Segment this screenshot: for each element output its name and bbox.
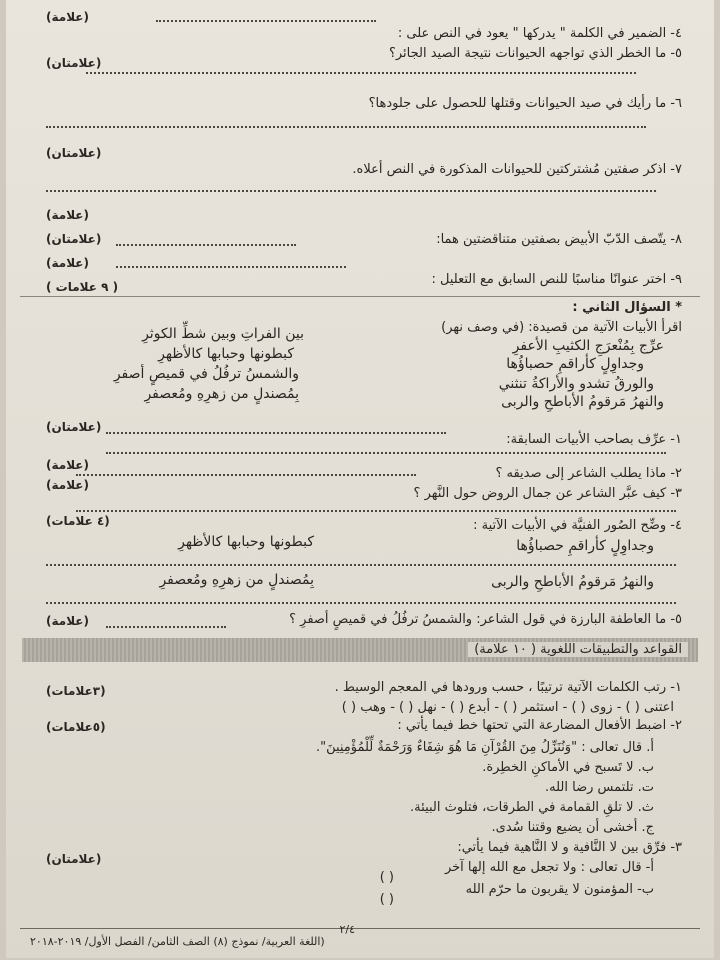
answer-line: [156, 20, 376, 22]
section-2-question-1-mark: (علامتان): [46, 420, 102, 434]
question-9: ٩- اختر عنوانًا مناسبًا للنص السابق مع التعليل :: [431, 272, 682, 287]
question-4-mark: (علامة): [46, 10, 89, 24]
verse-q4-left-1: كبطونها وحبابها كالأظهرِ: [178, 534, 314, 550]
grammar-banner: [22, 638, 698, 662]
answer-line: [86, 72, 636, 74]
exam-page: [6, 0, 714, 958]
section-2-question-5-mark: (علامة): [46, 614, 89, 628]
footer-info: (اللغة العربية/ نموذج (٨) الصف الثامن/ الفصل الأول/ ٢٠١٩-٢٠١٨: [30, 935, 325, 948]
section-2-intro: اقرأ الأبيات الآتية من قصيدة: (في وصف نهر): [441, 320, 682, 335]
grammar-question-2-b: ب. لا تَسبح في الأماكنِ الخطِرة.: [482, 760, 654, 775]
answer-line: [76, 474, 416, 476]
verse-q4-left-2: بِمُصندلٍ من زهرِهِ ومُعصفرِ: [159, 572, 314, 588]
question-9-mark: ( ٩ علامات ): [46, 280, 119, 294]
answer-line: [116, 244, 296, 246]
grammar-question-2-e: ج. أخشى أن يضيع وقتنا سُدى.: [491, 820, 654, 835]
verse-right-1: عرِّج بِمُنْعرَجِ الكثيبِ الأعفرِ: [512, 338, 664, 354]
grammar-question-1: ١- رتب الكلمات الآتية ترتيبًا ، حسب ورودها في المعجم الوسيط .: [334, 680, 682, 695]
question-5: ٥- ما الخطر الذي تواجهه الحيوانات نتيجة الصيد الجائر؟: [388, 46, 682, 61]
section-2-question-1: ١- عرِّف بصاحب الأبيات السابقة:: [506, 432, 682, 447]
answer-paren: ( ): [379, 870, 394, 885]
verse-left-2: كبطونها وحبابها كالأظهرِ: [158, 346, 294, 362]
question-8: ٨- يتّصف الدّبّ الأبيض بصفتين متناقضتين هما:: [436, 232, 682, 247]
grammar-question-2-mark: (٥علامات): [46, 720, 106, 734]
verse-right-3: والورقُ تشدو والأراكةُ تنثني: [498, 376, 654, 392]
grammar-question-2-c: ت. تلتمس رضا الله.: [545, 780, 654, 795]
grammar-question-2: ٢- اضبط الأفعال المضارعة التي تحتها خط فيما يأتي :: [397, 718, 682, 733]
question-4: ٤- الضمير في الكلمة " يدركها " يعود في النص على :: [397, 26, 682, 41]
grammar-question-3: ٣- فرِّق بين لا النَّافية و لا النَّاهية فيما يأتي:: [457, 840, 682, 855]
page-number: ٢/٤: [339, 923, 355, 936]
grammar-question-3-mark: (علامتان): [46, 852, 102, 866]
grammar-question-1-words: اعتنى ( ) - زوى ( ) - استثمر ( ) - أبدع ( ) - نهل ( ) - وهب ( ): [341, 700, 674, 715]
section-2-question-5: ٥- ما العاطفة البارزة في قول الشاعر: والشمسُ ترفُلُ في قميصٍ أصفرِ ؟: [289, 612, 682, 627]
verse-right-2: وجداوِلٍ كأراقمِ حصباؤُها: [506, 356, 644, 372]
answer-line: [106, 452, 666, 454]
grammar-question-3-a: أ- قال تعالى : ولا تجعل مع الله إلها آخر: [444, 860, 654, 875]
answer-paren: ( ): [379, 892, 394, 907]
answer-line: [46, 190, 656, 192]
page-footer: [20, 923, 700, 953]
answer-line: [46, 602, 676, 604]
answer-line: [76, 510, 676, 512]
question-8-mark: (علامة): [46, 256, 89, 270]
question-6: ٦- ما رأيك في صيد الحيوانات وقتلها للحصول على جلودها؟: [368, 96, 682, 111]
grammar-question-2-a: أ. قال تعالى : "وَنُنَزِّلُ مِنَ القُرْآنِ مَا هُوَ شِفَاءٌ وَرَحْمَةٌ لِّلْمُؤْمِنِينَ".: [315, 740, 654, 755]
question-5-mark: (علامتان): [46, 56, 102, 70]
section-2-question-4-mark: (٤ علامات): [46, 514, 110, 528]
section-2-question-2: ٢- ماذا يطلب الشاعر إلى صديقه ؟: [495, 466, 682, 481]
answer-line: [116, 266, 346, 268]
section-2-title: * السؤال الثاني :: [572, 300, 682, 315]
answer-line: [46, 126, 646, 128]
section-divider: [20, 296, 700, 297]
answer-line: [106, 432, 446, 434]
verse-right-4: والنهرُ مَرقومُ الأباطحِ والربى: [501, 394, 664, 410]
question-7: ٧- اذكر صفتين مُشتركتين للحيوانات المذكورة في النص أعلاه.: [352, 162, 682, 177]
grammar-question-1-mark: (٣علامات): [46, 684, 106, 698]
question-8-mark: (علامتان): [46, 232, 102, 246]
verse-left-1: بين الفراتِ وبين شطِّ الكوثرِ: [142, 326, 304, 342]
verse-left-4: بِمُصندلٍ من زهرِهِ ومُعصفرِ: [144, 386, 299, 402]
section-2-question-3: ٣- كيف عبَّر الشاعر عن جمال الروض حول النَّهر ؟: [413, 486, 682, 501]
section-2-question-4: ٤- وضِّح الصُور الفنيَّة في الأبيات الآتية :: [473, 518, 682, 533]
section-2-question-3-mark: (علامة): [46, 478, 89, 492]
question-6-mark: (علامتان): [46, 146, 102, 160]
grammar-question-3-b: ب- المؤمنون لا يقربون ما حرّم الله: [465, 882, 654, 897]
grammar-question-2-d: ث. لا تلقِ القمامة في الطرقات، فتلوث البيئة.: [410, 800, 654, 815]
verse-q4-right-1: وجداوِلٍ كأراقمِ حصباؤُها: [516, 538, 654, 554]
answer-line: [46, 564, 676, 566]
answer-line: [106, 626, 226, 628]
verse-left-3: والشمسُ ترفُلُ في قميصٍ أصفرِ: [113, 366, 299, 382]
question-7-mark: (علامة): [46, 208, 89, 222]
section-2-question-2-mark: (علامة): [46, 458, 89, 472]
verse-q4-right-2: والنهرُ مَرقومُ الأباطحِ والربى: [491, 574, 654, 590]
grammar-banner-title: القواعد والتطبيقات اللغوية ( ١٠ علامة): [468, 642, 688, 657]
